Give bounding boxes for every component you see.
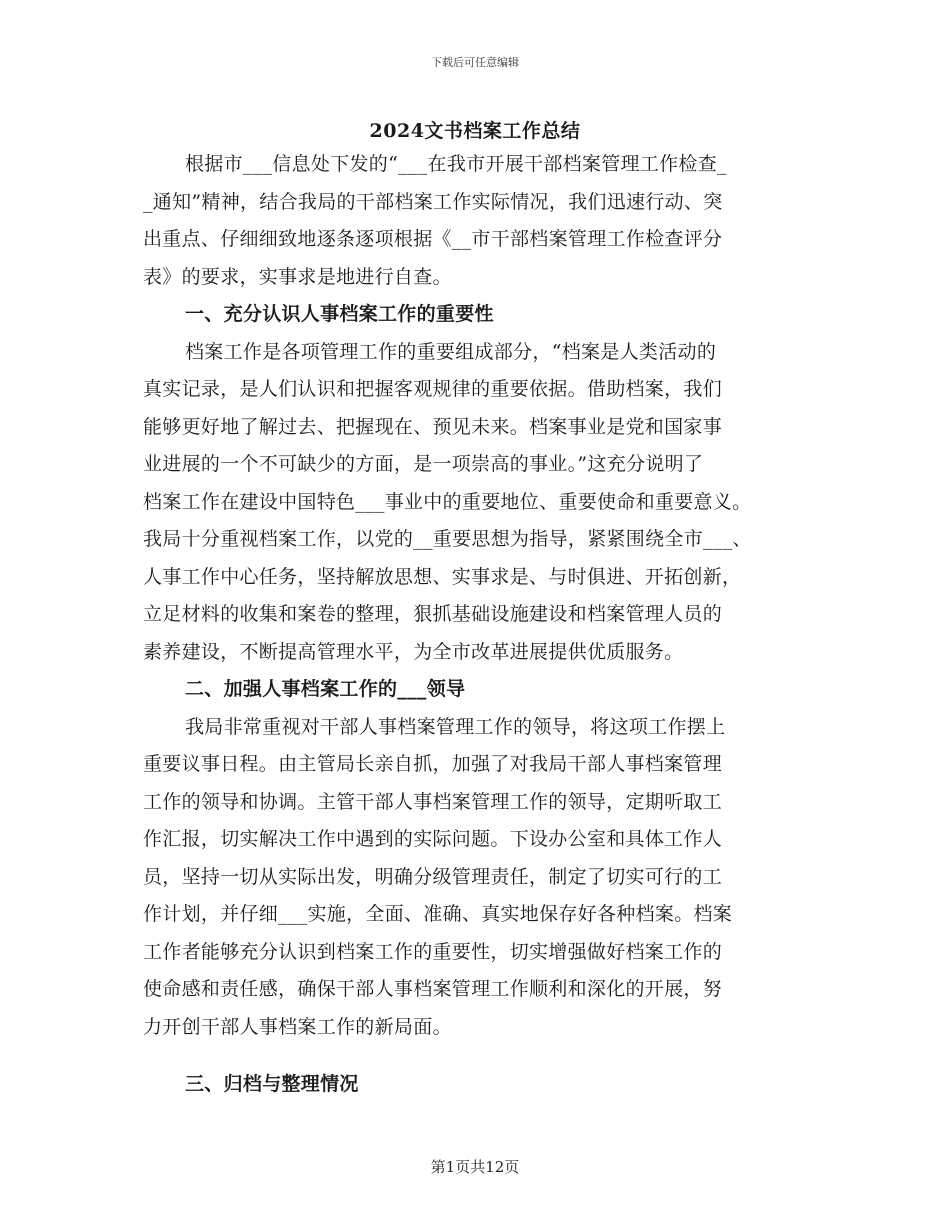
document-title: 2024文书档案工作总结 (369, 120, 581, 142)
paragraph-line: _通知”精神，结合我局的干部档案工作实际情况，我们迅速行动、突 (143, 190, 723, 213)
paragraph-line: 人事工作中心任务，坚持解放思想、实事求是、与时俱进、开拓创新， (143, 565, 742, 588)
paragraph-line: 作计划，并仔细___实施，全面、准确、真实地保存好各种档案。档案 (143, 903, 733, 925)
paragraph-line: 我局十分重视档案工作，以党的__重要思想为指导，紧紧围绕全市___、 (143, 528, 752, 550)
section-heading: 三、归档与整理情况 (185, 1073, 359, 1095)
paragraph-line: 员，坚持一切从实际出发，明确分级管理责任，制定了切实可行的工 (143, 865, 723, 888)
section-heading: 一、充分认识人事档案工作的重要性 (185, 303, 494, 325)
paragraph-line: 使命感和责任感，确保干部人事档案管理工作顺利和深化的开展，努 (143, 978, 723, 1000)
paragraph-line: 工作的领导和协调。主管干部人事档案管理工作的领导，定期听取工 (143, 790, 723, 813)
paragraph-line: 重要议事日程。由主管局长亲自抓，加强了对我局干部人事档案管理 (143, 753, 723, 775)
paragraph-line: 根据市___信息处下发的“___在我市开展干部档案管理工作检查_ (185, 153, 727, 175)
paragraph-line: 档案工作在建设中国特色___事业中的重要地位、重要使命和重要意义。 (143, 490, 752, 513)
section-gap (143, 1046, 803, 1066)
paragraph-line: 力开创干部人事档案工作的新局面。 (143, 1015, 452, 1038)
paragraph-line: 档案工作是各项管理工作的重要组成部分，“档案是人类活动的 (185, 340, 717, 363)
header-note: 下载后可任意编辑 (431, 56, 519, 69)
page-footer: 第1页共12页 (430, 1158, 520, 1176)
document-body (143, 146, 803, 1104)
paragraph-line: 我局非常重视对干部人事档案管理工作的领导，将这项工作摆上 (185, 715, 726, 738)
paragraph-line: 素养建设，不断提高管理水平，为全市改革进展提供优质服务。 (143, 640, 684, 663)
paragraph-line: 立足材料的收集和案卷的整理，狠抓基础设施建设和档案管理人员的 (143, 603, 723, 625)
paragraph-line: 出重点、仔细细致地逐条逐项根据《__市干部档案管理工作检查评分 (143, 228, 723, 250)
paragraph-line: 工作者能够充分认识到档案工作的重要性，切实增强做好档案工作的 (143, 940, 723, 963)
paragraph-line: 表》的要求，实事求是地进行自查。 (143, 265, 452, 288)
paragraph-line: 真实记录，是人们认识和把握客观规律的重要依据。借助档案，我们 (143, 378, 723, 400)
section-heading: 二、加强人事档案工作的___领导 (185, 678, 466, 700)
paragraph-line: 作汇报，切实解决工作中遇到的实际问题。下设办公室和具体工作人 (143, 828, 723, 850)
paragraph-line: 业进展的一个不可缺少的方面，是一项崇高的事业。”这充分说明了 (143, 453, 704, 475)
paragraph-line: 能够更好地了解过去、把握现在、预见未来。档案事业是党和国家事 (143, 415, 723, 438)
